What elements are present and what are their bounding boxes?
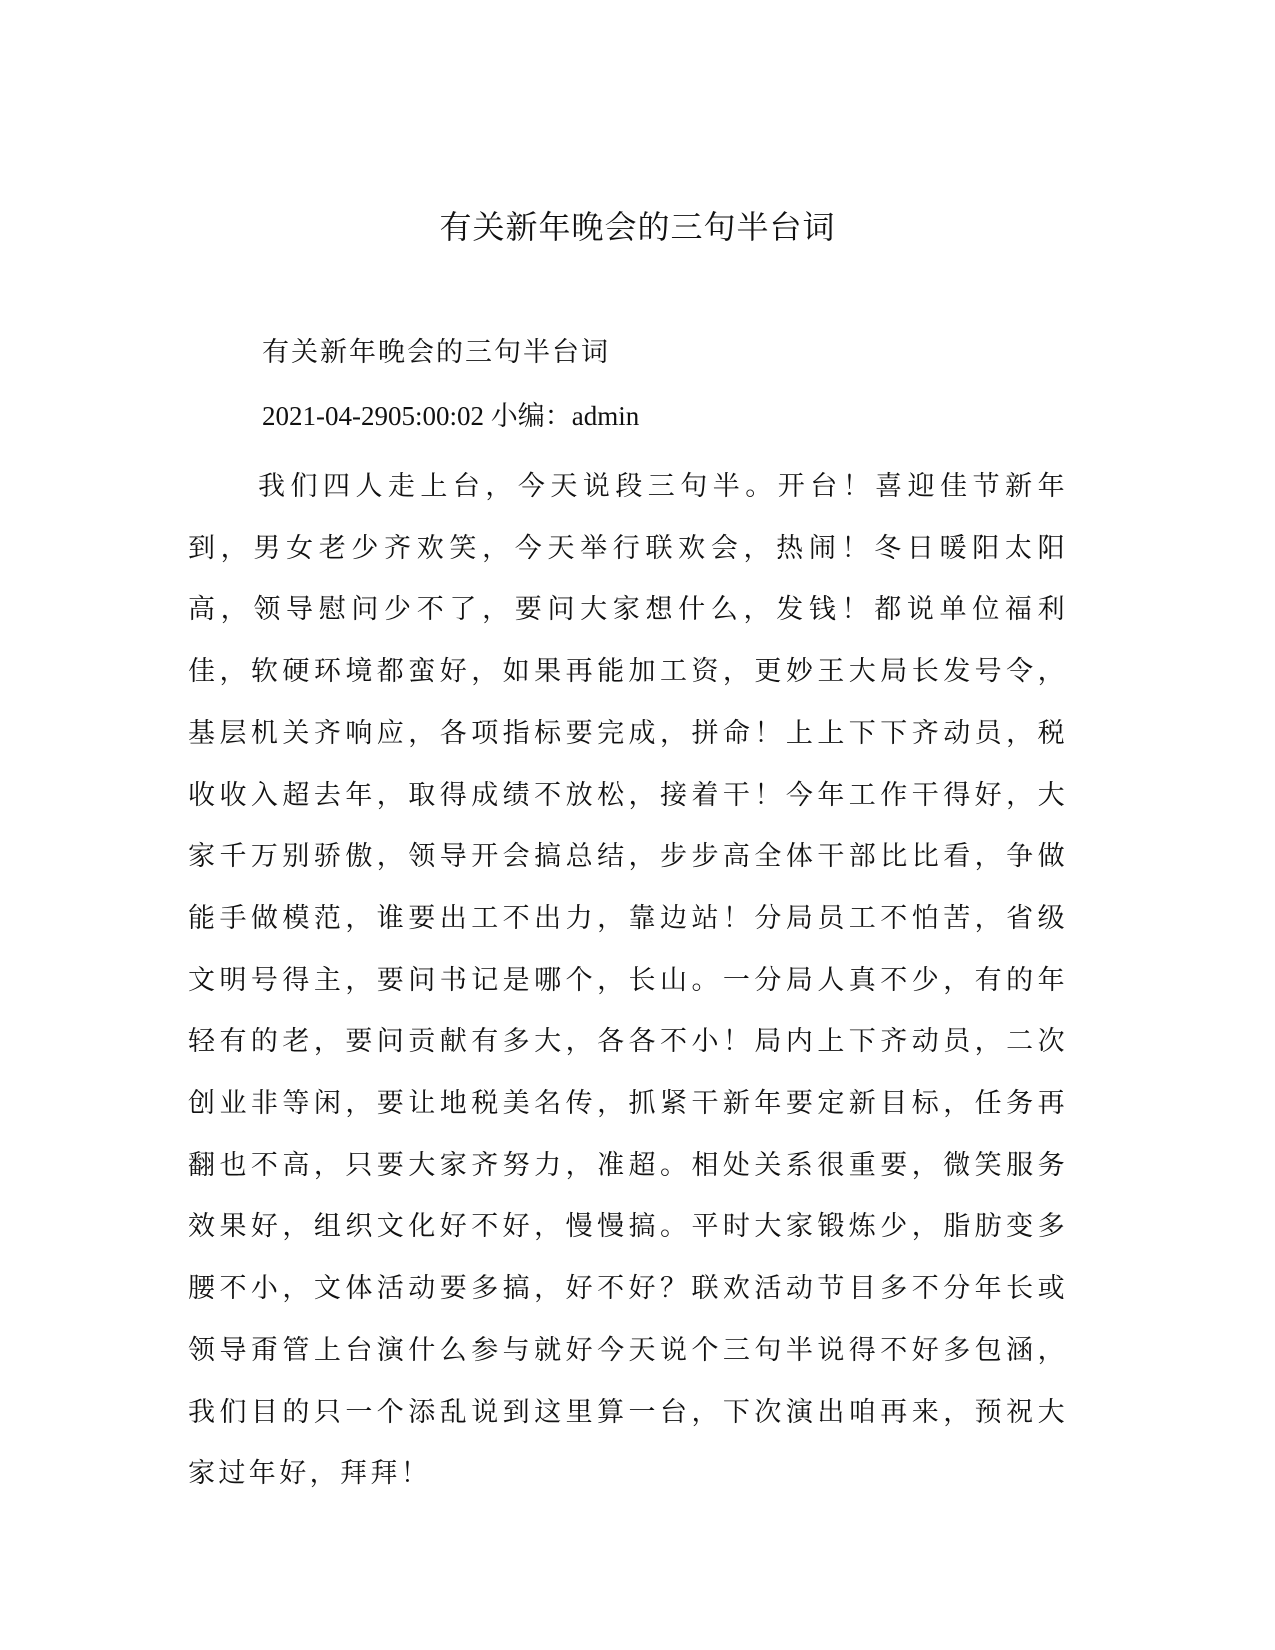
document-subtitle: 有关新年晚会的三句半台词 [262, 337, 610, 368]
document-body: 我们四人走上台，今天说段三句半。开台！喜迎佳节新年到，男女老少齐欢笑，今天举行联欢会，热闹！冬日暖阳太阳高，领导慰问少不了，要问大家想什么，发钱！都说单位福利佳，软硬环境都蛮好，如果再能加工资，更妙王大局长发号令，基层机关齐响应，各项指标要完成，拼命！上上下下齐动员，税收收入超去年，取得成绩不放松，接着干！今年工作干得好，大家千万别骄傲，领导开会搞总结，步步高全体干部比比看，争做能手做模范，谁要出工不出力，靠边站！分局员工不怕苦，省级文明号得主，要问书记是哪个，长山。一分局人真不少，有的年轻有的老，要问贡献有多大，各各不小！局内上下齐动员，二次创业非等闲，要让地税美名传，抓紧干新年要定新目标，任务再翻也不高，只要大家齐努力，准超。相处关系很重要，微笑服务效果好，组织文化好不好，慢慢搞。平时大家锻炼少，脂肪变多腰不小，文体活动要多搞，好不好？联欢活动节目多不分年长或领导甭管上台演什么参与就好今天说个三句半说得不好多包涵，我们目的只一个添乱说到这里算一台，下次演出咱再来，预祝大家过年好，拜拜！ [188, 471, 1068, 1490]
document-meta: 2021-04-2905:00:02 小编：admin [262, 401, 640, 431]
document-title: 有关新年晚会的三句半台词 [439, 208, 836, 246]
